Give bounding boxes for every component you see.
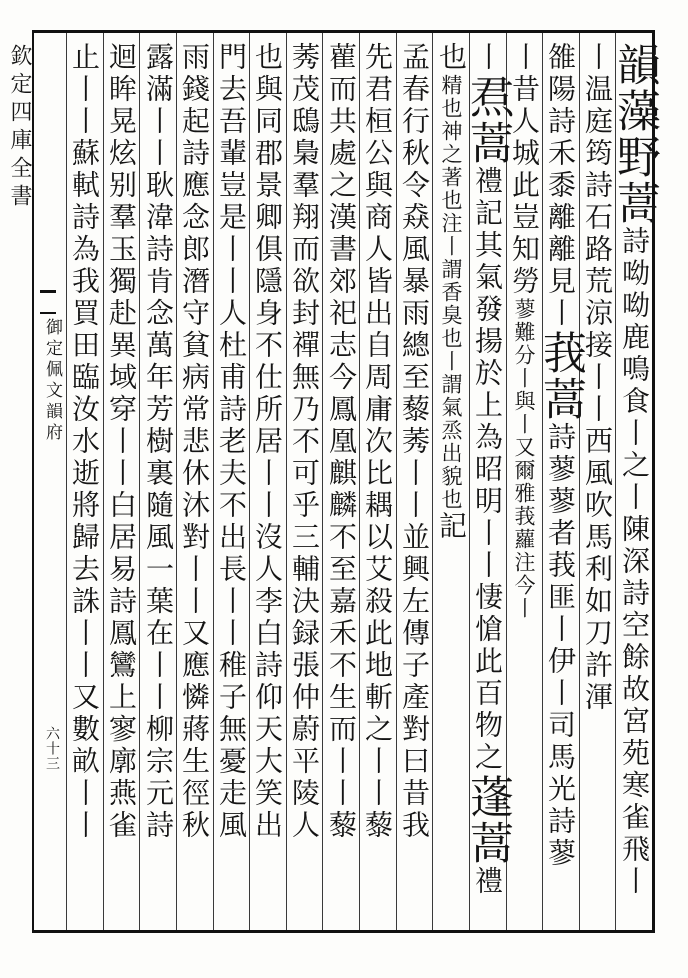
text-column-c9	[323, 42, 359, 922]
text-column-c8	[359, 42, 395, 922]
text-column-c14	[140, 42, 176, 922]
body-text: 丨	[471, 42, 504, 74]
body-text: 雚而共處之漢書郊祀志今鳳凰麒麟不至嘉禾不生而丨丨藜	[325, 42, 358, 842]
headword: 韻藻野蒿	[609, 42, 660, 226]
body-text: 禮記其氣發揚於上為昭明丨丨悽愴此百物之	[471, 166, 504, 774]
body-text: 丨昔人城此豈知勞	[508, 42, 541, 298]
spine-book-label: 御定佩文韻府	[42, 318, 62, 444]
annotation-text: 精也神之著也注丨謂香臭也丨謂氣烝出貌也	[439, 74, 463, 511]
fishtail-mark-icon	[40, 290, 56, 307]
body-text: 丨温庭筠詩石路荒涼接丨丨西風吹馬利如刀許渾	[581, 42, 614, 714]
body-text: 莠茂鴟梟羣翔而欲封禪無乃不可乎三輔決録張仲蔚平陵人	[288, 42, 321, 842]
text-column-c10	[286, 42, 322, 922]
body-text: 迴眸晃炫别羣玉獨赴異域穿丨丨白居易詩鳳鸞上寥廓燕雀	[105, 42, 138, 842]
headword: 焄蒿	[462, 74, 513, 166]
headword: 莪蒿	[535, 330, 586, 422]
body-text: 孟春行秋令猋風暴雨總至藜莠丨丨並興左傳子產對曰昔我	[398, 42, 431, 842]
text-column-c2	[579, 42, 615, 922]
annotation-text: 蓼難分丨與丨又爾雅莪蘿注今丨	[512, 298, 536, 620]
body-text: 也與同郡景卿俱隱身不仕所居丨丨沒人李白詩仰天大笑出	[251, 42, 284, 842]
body-text: 雒陽詩禾黍離離見丨	[544, 42, 577, 330]
body-text: 記	[435, 511, 468, 543]
body-text: 先君桓公與商人皆出自周庸次比耦以艾殺此地斬之丨丨藜	[361, 42, 394, 842]
body-text: 也	[435, 42, 468, 74]
text-column-c3	[535, 42, 586, 922]
body-text: 門去吾輩豈是丨丨人杜甫詩老夫不出長丨丨稚子無憂走風	[215, 42, 248, 842]
book-edge-title: 欽定四庫全書	[7, 44, 32, 212]
body-text: 止丨丨蘇軾詩為我買田臨汝水逝將歸去誅丨丨又數畝丨丨	[68, 42, 101, 842]
text-column-c6	[433, 42, 469, 922]
text-column-c11	[249, 42, 285, 922]
body-text: 禮	[471, 866, 504, 898]
body-text: 雨錢起詩應念郎潛守貧病常悲休沐對丨丨又應憐蔣生徑秋	[178, 42, 211, 842]
text-column-c15	[103, 42, 139, 922]
frame-top-border	[32, 30, 654, 33]
headword: 蓬蒿	[462, 774, 513, 866]
body-text: 詩呦呦鹿鳴食丨之丨陳深詩空餘故宮苑寒雀飛丨	[618, 226, 651, 898]
text-column-c7	[396, 42, 432, 922]
text-column-c5	[462, 42, 513, 922]
text-column-c13	[176, 42, 212, 922]
page-number: 六十三	[44, 726, 60, 771]
frame-left-border	[32, 30, 34, 933]
body-text: 露滿丨丨耿湋詩肯念萬年芳樹裏隨風一葉在丨丨柳宗元詩	[142, 42, 175, 842]
text-column-c12	[213, 42, 249, 922]
body-text: 詩蓼蓼者莪匪丨伊丨司馬光詩蓼	[544, 422, 577, 870]
text-column-c16	[66, 42, 102, 922]
text-column-c1	[609, 42, 660, 922]
fishtail-rule	[40, 312, 56, 314]
frame-bottom-border	[32, 930, 654, 933]
